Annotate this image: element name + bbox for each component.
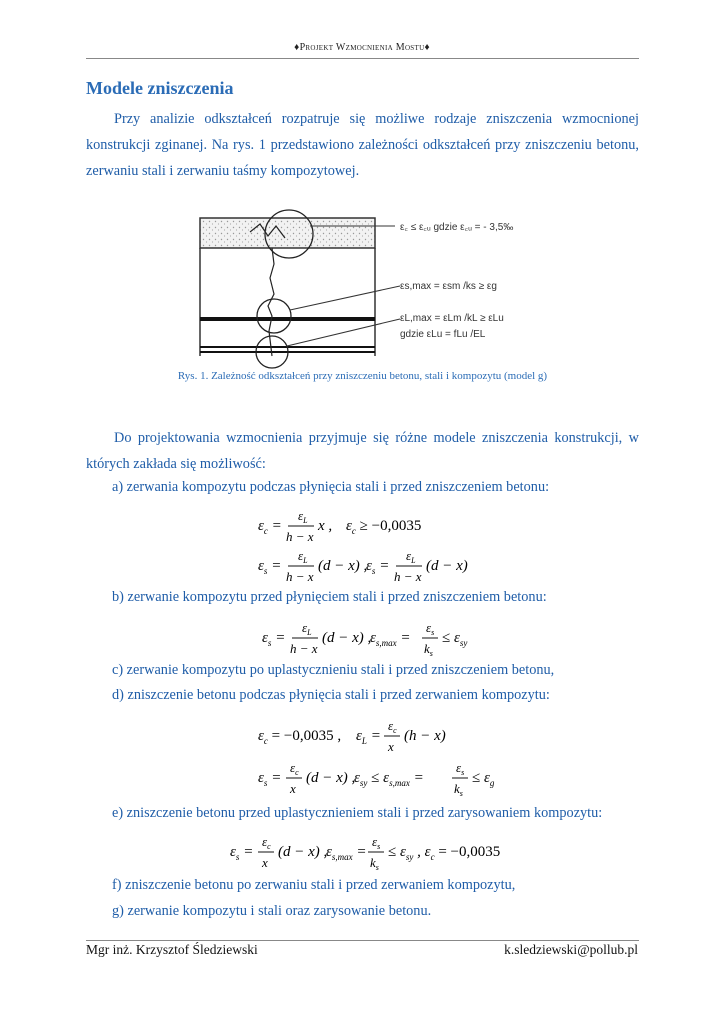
failure-diagram <box>190 196 535 376</box>
svg-text:(d − x) ,: (d − x) , <box>318 558 368 574</box>
svg-text:h − x: h − x <box>394 569 422 584</box>
svg-text:(d − x) ,: (d − x) , <box>322 630 372 646</box>
list-item-a: a) zerwania kompozytu podczas płynięcia stali i przed zniszczeniem betonu: <box>112 479 550 495</box>
footer-rule <box>86 940 639 941</box>
figure-label-steel: εs,max = εsm /ks ≥ εg <box>400 281 497 292</box>
list-item-d: d) zniszczenie betonu podczas płynięcia stali i przed zerwaniem kompozytu: <box>112 687 550 703</box>
svg-text:εc: $\varepsilon_c$ <box>262 834 271 851</box>
concrete-zone <box>200 218 375 248</box>
list-item-c: c) zerwanie kompozytu po uplastycznieniu stali i przed zniszczeniem betonu, <box>112 662 555 678</box>
svg-text:(h − x): (h − x) <box>404 728 446 744</box>
header-rule <box>86 58 639 59</box>
svg-text:εL: $\varepsilon_L$ <box>406 548 416 565</box>
footer-author: Mgr inż. Krzysztof Śledziewski <box>86 942 258 957</box>
paragraph-intro: Przy analizie odkształceń rozpatruje się możliwe rodzaje zniszczenia wzmocnionej konstrukcji zginanej. Na rys. 1 przedstawiono zależności odkształceń przy zniszczeniu betonu, zerwaniu stali i zerwaniu taśmy kompozytowej. <box>86 111 639 179</box>
svg-text:εL: $\varepsilon_L$ <box>298 508 308 525</box>
diamond-icon: ♦ <box>294 42 300 53</box>
svg-text:εc = −0,0035 ,: $\varepsilon_c = -0,0035$ , <box>258 728 342 746</box>
footer-email: k.sledziewski@pollub.pl <box>504 942 638 957</box>
crack <box>268 248 274 356</box>
svg-text:ks: $k_s$ <box>370 855 379 872</box>
svg-text:εc ≥ −0,0035: $\varepsilon_c \ge -0,0035$ <box>346 518 422 536</box>
formula-d1 <box>258 716 478 763</box>
figure-label-where: gdzie εLu = fLu /EL <box>400 329 486 340</box>
svg-text:εs =: $\varepsilon_s$ = <box>258 558 282 576</box>
header-title: Projekt Wzmocnienia Mostu <box>299 42 425 53</box>
svg-text:h − x: h − x <box>286 569 314 584</box>
running-header <box>0 42 724 53</box>
svg-text:εc =: $\varepsilon_c$ = <box>258 518 282 536</box>
svg-text:εs =: $\varepsilon_s$ = <box>262 630 286 648</box>
svg-text:εs =: $\varepsilon_s$ = <box>230 844 254 862</box>
svg-text:ks: $k_s$ <box>454 781 463 798</box>
svg-text:εs =: $\varepsilon_s$ = <box>366 558 390 576</box>
svg-text:εs =: $\varepsilon_s$ = <box>258 770 282 788</box>
svg-text:εs: $\varepsilon_s$ <box>426 620 435 637</box>
formula-d2 <box>258 758 495 805</box>
svg-text:εL: $\varepsilon_L$ <box>298 548 308 565</box>
figure-caption: Rys. 1. Zależność odkształceń przy zniszczeniu betonu, stali i kompozytu (model g) <box>177 370 548 382</box>
formula-b <box>262 618 482 665</box>
svg-text:x ,: x , <box>318 518 333 534</box>
svg-text:x: x <box>290 781 296 796</box>
diamond-icon: ♦ <box>424 42 430 53</box>
svg-text:x: x <box>388 739 394 754</box>
svg-text:ks: $k_s$ <box>424 641 433 658</box>
list-item-g: g) zerwanie kompozytu i stali oraz zarysowanie betonu. <box>112 903 432 919</box>
svg-text:x: x <box>262 855 268 870</box>
svg-text:(d − x) ,: (d − x) , <box>306 770 356 786</box>
svg-text:h − x: h − x <box>290 641 318 656</box>
paragraph-models: Do projektowania wzmocnienia przyjmuje się różne modele zniszczenia konstrukcji, w których zakłada się możliwość: <box>86 430 639 472</box>
list-item-b: b) zerwanie kompozytu przed płynięciem stali i przed zniszczeniem betonu: <box>112 589 547 605</box>
section-heading: Modele zniszczenia <box>86 78 234 98</box>
svg-text:(d − x): (d − x) <box>426 558 468 574</box>
svg-text:≤ εg: ≤ $\varepsilon_g$ <box>472 770 495 788</box>
svg-text:εsy ≤ εs,max =: $\varepsilon_{sy} \le \varepsilon_{s,max}$ = <box>354 770 424 788</box>
formula-a2 <box>258 546 498 593</box>
svg-text:εL: $\varepsilon_L$ <box>302 620 312 637</box>
svg-text:εc: $\varepsilon_c$ <box>388 718 397 735</box>
list-item-e: e) zniszczenie betonu przed uplastycznieniem stali i przed zarysowaniem kompozytu: <box>112 805 603 821</box>
figure-label-concrete: ε꜀ ≤ ε꜀ᵤ gdzie ε꜀ᵤ = - 3,5‰ <box>400 222 514 233</box>
figure-label-composite: εL,max = εLm /kL ≥ εLu <box>400 313 504 324</box>
svg-text:(d − x) ,: (d − x) , <box>278 844 328 860</box>
svg-text:≤ εsy , εc = −0,0035: ≤ $\varepsilon_{sy}$ , $\varepsilon_c = -0,0035$ <box>388 844 501 862</box>
formula-e <box>230 832 510 879</box>
svg-text:εs,max =: $\varepsilon_{s,max}$ = <box>326 844 367 862</box>
svg-text:εL =: $\varepsilon_L$ = <box>356 728 381 746</box>
svg-text:h − x: h − x <box>286 529 314 544</box>
list-item-f: f) zniszczenie betonu po zerwaniu stali i przed zerwaniem kompozytu, <box>112 877 516 893</box>
svg-text:εs: $\varepsilon_s$ <box>456 760 465 777</box>
svg-text:εs: $\varepsilon_s$ <box>372 834 381 851</box>
svg-text:εc: $\varepsilon_c$ <box>290 760 299 777</box>
svg-text:εs,max =: $\varepsilon_{s,max}$ = <box>370 630 411 648</box>
svg-text:≤ εsy: ≤ $\varepsilon_{sy}$ <box>442 630 468 648</box>
